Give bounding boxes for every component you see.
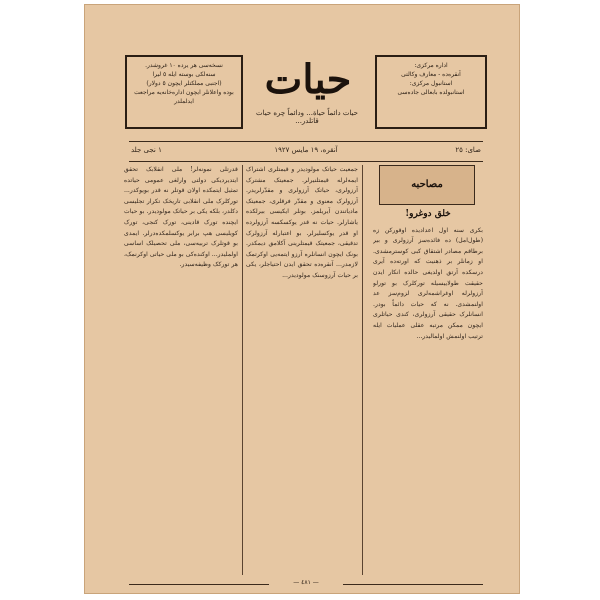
address-line: اداره مرکزی: bbox=[414, 62, 448, 69]
column-middle bbox=[246, 165, 363, 575]
issue-date: آنقره، ١٩ مايس ١٩٢٧ bbox=[274, 146, 338, 154]
ornament-text: مصاحبه bbox=[411, 178, 443, 190]
address-line: استانبول مرکزی: bbox=[409, 80, 453, 87]
column-right bbox=[373, 165, 483, 575]
subscription-line: بوده واعلانلر ايچون اداره‌خانه‌يه مراجعت ايدلملدر bbox=[134, 89, 234, 105]
page-number: — ٤٨١ — bbox=[293, 579, 319, 586]
issue-bar bbox=[129, 146, 483, 158]
issue-volume: ١ نجی جلد bbox=[131, 146, 162, 154]
subscription-box bbox=[125, 55, 243, 129]
subscription-line: نسخه‌سی هر يرده ١٠ غروشدر. bbox=[145, 62, 223, 69]
issue-number: صای: ٢٥ bbox=[455, 146, 481, 154]
newspaper-title: حيات bbox=[264, 56, 352, 103]
masthead bbox=[125, 55, 487, 135]
address-line: استانبولده بابعالی جاده‌سی bbox=[397, 89, 465, 96]
ornament-banner bbox=[379, 165, 475, 205]
page-footer bbox=[129, 579, 483, 589]
subscription-line: (اجنبی مملکتلر ايچون ٥ دولار) bbox=[146, 80, 222, 87]
article-text: جمعیت حیاتک مولودیدر و قیمتلری اشتراک ایمه‌لرله قیمتلنیرلر. جمعیتک مشترک آرزولری، حیاتک آرزولری و مقدّرلریدر. آرزولرک معنوی و مقدّر فرقلری، جمعیتک مادیاتندن آیریلمز. بونلر ایکیسی بیرلکده یاشارلر. حیات نه قدر یوکسکسه آرزولرده او قدر یوکسلیرلر. بو اعتبارله آرزولرک تدقیقی، جمعیتک قیمتلرینی آکلامق دیمکدر. بونک ایچون انسانلره آرزو ایتمه‌یی اوکرتمک لازمدر... آنقره‌ده تحقق ایدن احتیاجلر، یکی بر حیات آرزوسنک مولودیدر... bbox=[246, 166, 358, 279]
subscription-line: سنه‌لکی بوسته ايله ٥ ليرا bbox=[152, 71, 216, 78]
address-line: آنقره‌ده - معارف وکالتی bbox=[401, 71, 461, 78]
article-columns bbox=[124, 165, 483, 575]
article-text: قدرتلی نمونه‌لر! ملی انقلابک تحقق ایتدیردیکی دولتی وارلغی عمومی حیاتده تمثیل ایتمکده اولان قوتلر نه قدر بویوکدر... تورکلرک ملی انقلابی تاریخک تکرار تجلیسی دکلدر، بلکه یکی بر حیاتک مولودیدر. بو حیات ایچنده تورک قادینی، تورک کنجی، تورک کویلیسی هپ برابر یوکسلمکده‌درلر. ایمدی بو قوتلرک تربیه‌سی، ملی تحصیلک اساسی اولملیدر... اوکنده‌کی بو ملی حیاتی اوکرنمک، هر تورکک وظیفه‌سیدر. bbox=[124, 166, 238, 269]
newspaper-motto: حيات دائماً حياة... ودائماً چره حيات قاتلدر... bbox=[256, 109, 358, 125]
newspaper-page bbox=[84, 4, 520, 594]
article-text: بکری سنه اول اعدادیده اوقورکن زه (طول‌امل) ده فائده‌سز آرزولری و بیر برطاقم مصادر اشتقاق کبی کوسترمشدی. او زمانلر بر ذهنیت که اورته‌ده آیری درسکده آرتق اولدیغی حالده انکار ایدن حقیقت طولاییسیله تورکلرک بو تورلو آرزولرله اوغراشمه‌لری لزوم‌سز عد اولنمشدی. نه که حیات دائماً بودر. انسانلرک حقیقی آرزولری، کندی حیاتلری ایچون ممکن مرتبه عقلی عملیات ایله ترتیب اولنمش اولمالیدر... bbox=[373, 226, 483, 340]
top-rule bbox=[129, 141, 483, 142]
bottom-rule bbox=[129, 161, 483, 162]
address-box bbox=[375, 55, 487, 129]
column-left bbox=[124, 165, 243, 575]
article-heading: خلق دوغرو! bbox=[405, 209, 451, 219]
